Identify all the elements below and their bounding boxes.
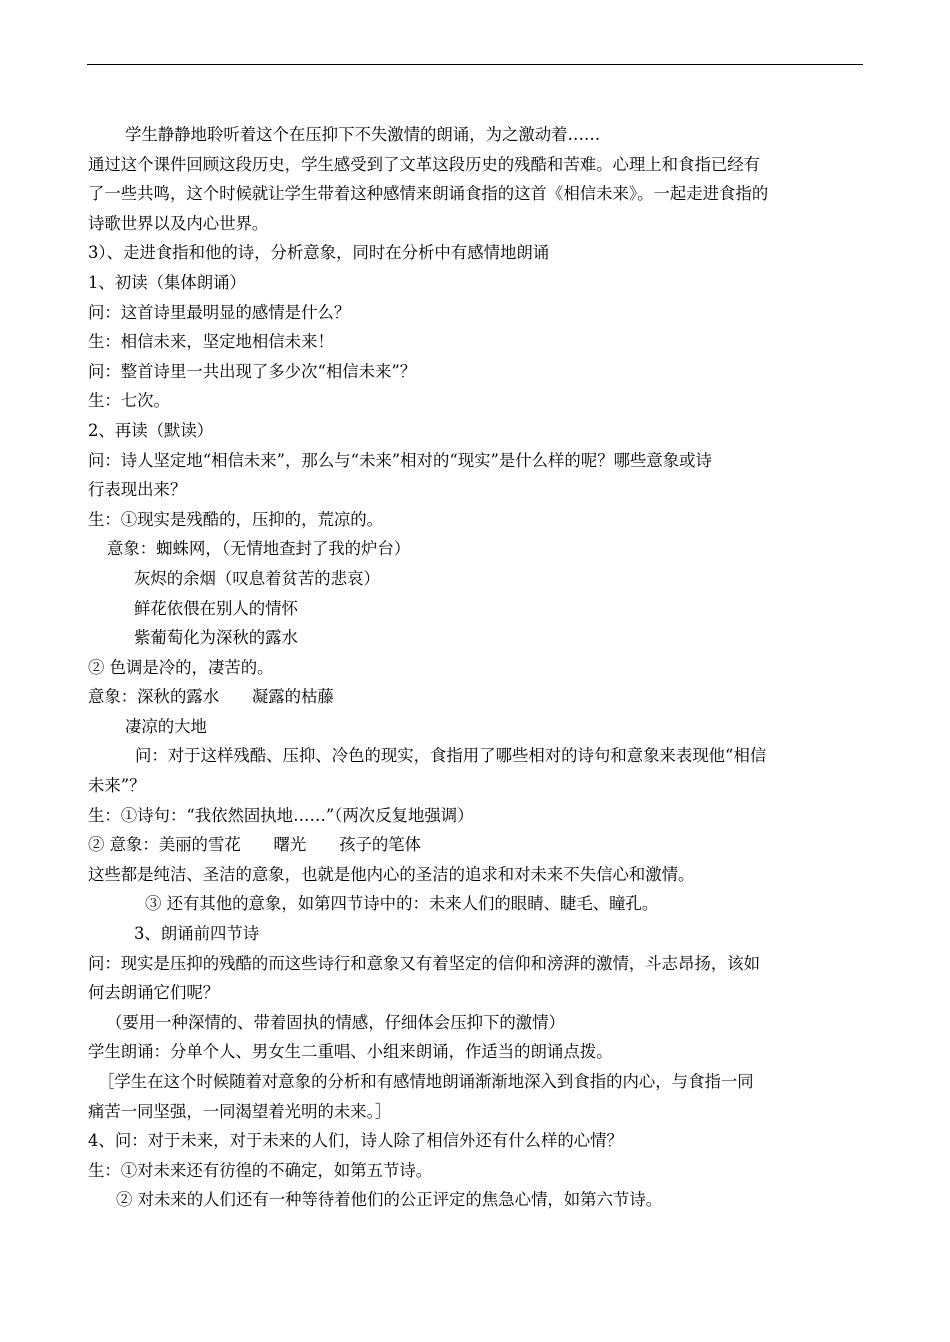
question-line: 问：现实是压抑的残酷的而这些诗行和意象又有着坚定的信仰和滂湃的激情，斗志昂扬，该如: [88, 953, 761, 973]
imagery-line: 意象：深秋的露水 凝露的枯藤: [88, 687, 334, 707]
paragraph-line: 诗歌世界以及内心世界。: [88, 213, 269, 233]
answer-line: ② 意象：美丽的雪花 曙光 孩子的笔体: [88, 835, 422, 855]
document-body: [88, 120, 864, 1215]
answer-line: 生：①对未来还有彷徨的不确定，如第五节诗。: [88, 1160, 433, 1180]
question-line: 未来”？: [88, 776, 146, 796]
header-rule: [87, 64, 863, 65]
imagery-line: 鲜花依偎在别人的情怀: [134, 598, 298, 618]
answer-line: ③ 还有其他的意象，如第四节诗中的：未来人们的眼睛、睫毛、瞳孔。: [145, 894, 659, 914]
paragraph-line: 学生朗诵：分单个人、男女生二重唱、小组来朗诵，作适当的朗诵点拨。: [88, 1042, 613, 1062]
question-line: 问：整首诗里一共出现了多少次“相信未来”？: [88, 361, 417, 381]
step-heading: 2、再读（默读）: [88, 420, 214, 440]
question-line: 行表现出来？: [88, 480, 187, 500]
answer-line: ② 对未来的人们还有一种等待着他们的公正评定的焦急心情，如第六节诗。: [116, 1190, 663, 1210]
note-line: （要用一种深情的、带着固执的情感，仔细体会压抑下的激情）: [106, 1012, 565, 1032]
answer-line: ② 色调是冷的，凄苦的。: [88, 657, 274, 677]
section-heading: 3）、走进食指和他的诗，分析意象，同时在分析中有感情地朗诵: [88, 243, 550, 263]
imagery-line: 紫葡萄化为深秋的露水: [134, 628, 298, 648]
answer-line: 生：①现实是残酷的，压抑的，荒凉的。: [88, 509, 384, 529]
imagery-line: 灰烬的余烟（叹息着贫苦的悲哀）: [134, 568, 380, 588]
paragraph-line: 通过这个课件回顾这段历史，学生感受到了文革这段历史的残酷和苦难。心理上和食指已经有: [88, 154, 761, 174]
step-heading: 1、初读（集体朗诵）: [88, 272, 246, 292]
paragraph-line: 了一些共鸣，这个时候就让学生带着这种感情来朗诵食指的这首《相信未来》。一起走进食指的: [88, 184, 769, 204]
paragraph-line: 学生静静地聆听着这个在压抑下不失激情的朗诵，为之激动着……: [125, 125, 601, 144]
question-line: 问：诗人坚定地“相信未来”，那么与“未来”相对的“现实”是什么样的呢？哪些意象或诗: [88, 450, 712, 470]
paragraph-line: 这些都是纯洁、圣洁的意象，也就是他内心的圣洁的追求和对未来不失信心和激情。: [88, 864, 695, 884]
question-line: 问：这首诗里最明显的感情是什么？: [88, 302, 351, 322]
question-line: 何去朗诵它们呢？: [88, 983, 220, 1003]
imagery-line: 凄凉的大地: [125, 716, 207, 736]
answer-line: 生：七次。: [88, 391, 170, 411]
step-heading: 3、朗诵前四节诗: [134, 924, 260, 944]
note-line: 痛苦一同坚强，一同渴望着光明的未来。］: [88, 1101, 392, 1121]
answer-line: 生：①诗句：“我依然固执地……”（两次反复地强调）: [88, 805, 474, 825]
answer-line: 生：相信未来，坚定地相信未来！: [88, 332, 334, 352]
imagery-line: 意象：蜘蛛网，（无情地查封了我的炉台）: [107, 539, 411, 559]
step-heading: 4、问：对于未来，对于未来的人们，诗人除了相信外还有什么样的心情？: [88, 1131, 623, 1151]
question-line: 问：对于这样残酷、压抑、冷色的现实，食指用了哪些相对的诗句和意象来表现他“相信: [135, 746, 767, 766]
note-line: ［学生在这个时候随着对意象的分析和有感情地朗诵渐渐地深入到食指的内心，与食指一同: [98, 1072, 754, 1091]
